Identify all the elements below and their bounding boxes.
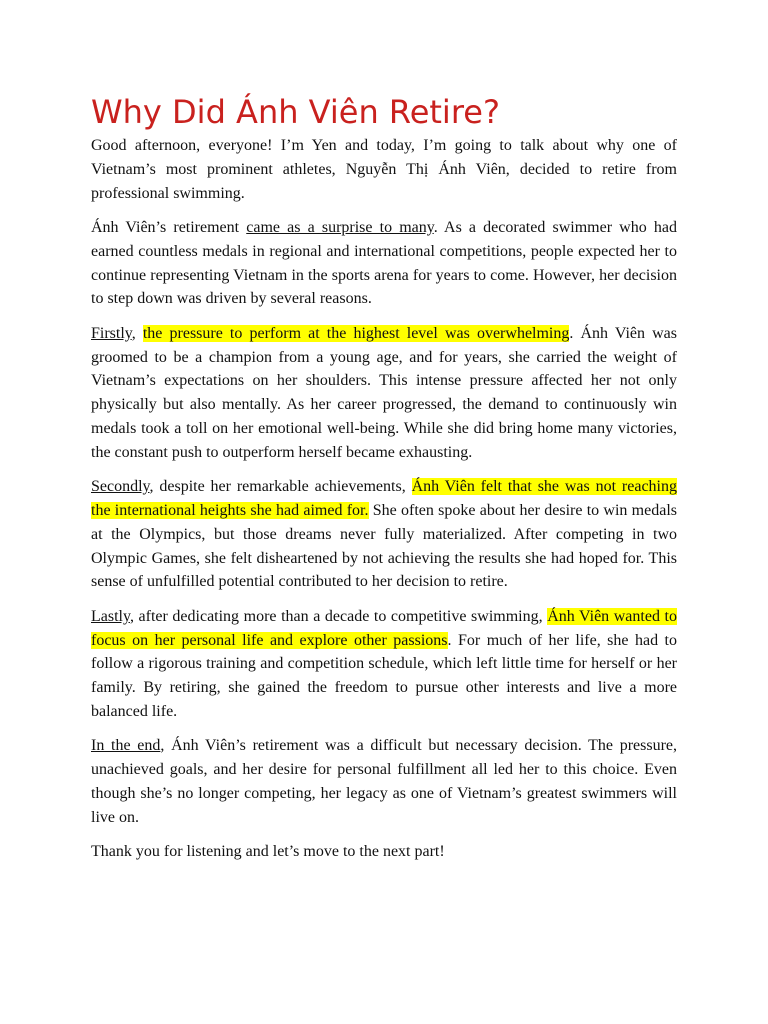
- text-run: Ánh Viên’s retirement: [91, 218, 247, 236]
- underlined-phrase: came as a surprise to many: [246, 218, 434, 236]
- text-run: Good afternoon, everyone! I’m Yen and today, I’m going to talk about why one of Vietnam’s most prominent athletes, Nguyễn Thị Ánh Viên, decided to retire from professional swimming.: [91, 137, 677, 202]
- paragraph: [91, 605, 677, 724]
- text-run: ,: [131, 324, 143, 342]
- paragraph: [91, 734, 677, 829]
- paragraph: [91, 475, 677, 594]
- paragraph: [91, 134, 677, 205]
- text-run: , after dedicating more than a decade to competitive swimming,: [129, 607, 548, 625]
- highlighted-phrase: the pressure to perform at the highest level was overwhelming: [142, 324, 570, 342]
- paragraph: [91, 322, 677, 465]
- text-run: . As a decorated swimmer who had earned countless medals in regional and international competitions, people expected her to continue representing Vietnam in the sports arena for years to come. However, her decision to step down was driven by several reasons.: [91, 218, 677, 308]
- paragraph: [91, 216, 677, 311]
- document-page: [91, 92, 677, 874]
- document-title: Why Did Ánh Viên Retire?: [91, 93, 500, 131]
- underlined-phrase: In the end: [91, 737, 161, 755]
- highlighted-phrase: Ánh Viên wanted to focus on her personal life and explore other passions: [91, 607, 677, 649]
- paragraph: [91, 840, 677, 864]
- text-run: Thank you for listening and let’s move to the next part!: [91, 843, 445, 861]
- text-run: , Ánh Viên’s retirement was a difficult but necessary decision. The pressure, unachieved goals, and her desire for personal fulfillment all led her to this choice. Even though she’s no longer competing, her legacy as one of Vietnam’s greatest swimmers will live on.: [91, 737, 678, 826]
- text-run: . Ánh Viên was groomed to be a champion from a young age, and for years, she carried the weight of Vietnam’s expectations on her shoulders. This intense pressure affected her not only physically but also mentally. As her career progressed, the demand to continuously win medals took a toll on her emotional well-being. While she did bring home many victories, the constant push to outperform herself became exhausting.: [91, 324, 678, 461]
- underlined-phrase: Lastly: [91, 607, 130, 625]
- document-body: [91, 134, 677, 864]
- text-run: She often spoke about her desire to win medals at the Olympics, but those dreams never fully materialized. After competing in two Olympic Games, she felt disheartened by not achieving the results she had hoped for. This sense of unfulfilled potential contributed to her decision to retire.: [91, 501, 678, 591]
- underlined-phrase: Firstly: [91, 324, 132, 342]
- highlighted-phrase: Ánh Viên felt that she was not reaching the international heights she had aimed for.: [91, 478, 677, 519]
- underlined-phrase: Secondly: [91, 478, 150, 496]
- text-run: . For much of her life, she had to follow a rigorous training and competition schedule, which left little time for herself or her family. By retiring, she gained the freedom to pursue other interests and live a more balanced life.: [91, 631, 677, 720]
- text-run: , despite her remarkable achievements,: [149, 478, 412, 496]
